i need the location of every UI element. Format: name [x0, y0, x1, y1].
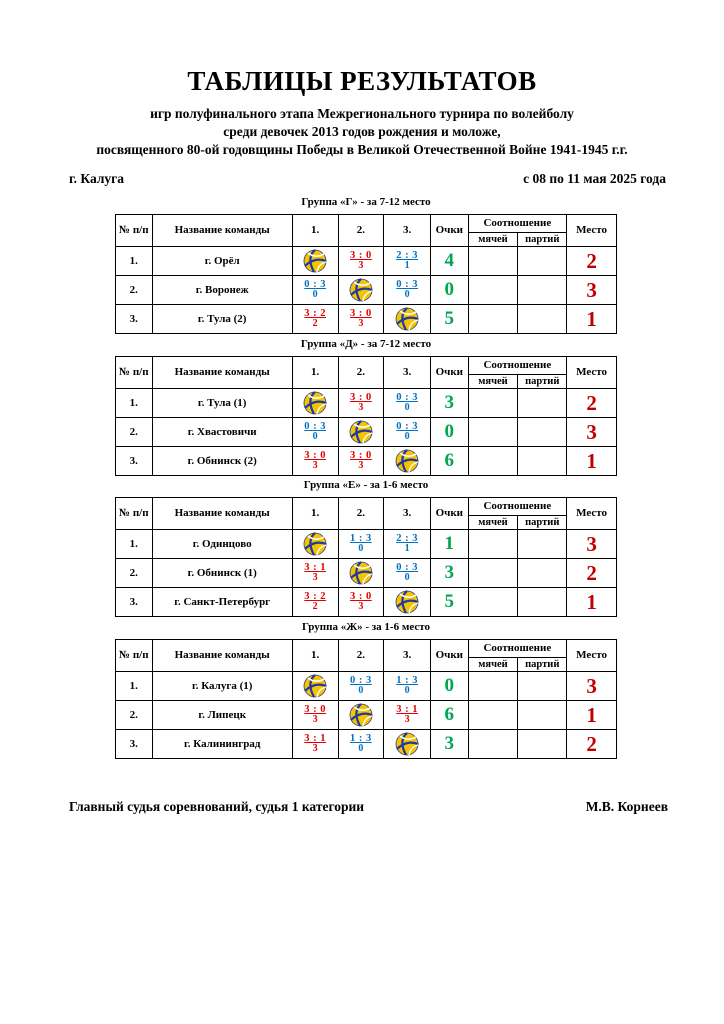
match-result [338, 588, 384, 617]
total-points [430, 701, 468, 730]
total-points [430, 588, 468, 617]
match-result [292, 447, 338, 476]
volleyball-icon [349, 278, 373, 302]
match-result [338, 447, 384, 476]
final-place [567, 276, 617, 305]
header-balls: мячей [468, 233, 518, 247]
table-row [116, 701, 617, 730]
match-points: 2 [312, 318, 318, 330]
final-place [567, 588, 617, 617]
header-num: № п/п [116, 640, 153, 672]
results-table [115, 639, 617, 759]
diagonal-cell [292, 530, 338, 559]
match-score [350, 675, 372, 697]
table-row [116, 730, 617, 759]
place-value: 1 [586, 448, 597, 473]
diagonal-cell [338, 276, 384, 305]
header-ratio: Соотношение [468, 640, 567, 658]
match-score [304, 704, 326, 726]
set-score: 3 : 0 [350, 392, 372, 404]
set-score: 0 : 3 [304, 421, 327, 433]
diagonal-cell [292, 389, 338, 418]
header-col-1: 1. [292, 357, 338, 389]
table-row [116, 305, 617, 334]
total-points [430, 559, 468, 588]
set-score: 0 : 3 [396, 421, 418, 433]
total-points [430, 276, 468, 305]
match-score [350, 591, 372, 613]
header-col-2: 2. [338, 215, 384, 247]
diagonal-cell [338, 559, 384, 588]
match-points: 3 [312, 714, 318, 726]
total-points [430, 530, 468, 559]
set-score: 2 : 3 [396, 533, 418, 545]
table-row [116, 418, 617, 447]
header-balls: мячей [468, 516, 518, 530]
balls-ratio [468, 276, 518, 305]
header-points: Очки [430, 357, 468, 389]
set-score: 0 : 3 [396, 562, 418, 574]
row-num: 3. [116, 588, 153, 617]
set-score: 1 : 3 [350, 733, 372, 745]
match-points: 3 [358, 260, 364, 272]
points-value: 3 [444, 392, 455, 413]
header-ratio: Соотношение [468, 357, 567, 375]
volleyball-icon [303, 391, 327, 415]
match-result [384, 701, 431, 730]
match-score [350, 733, 372, 755]
page-title: ТАБЛИЦЫ РЕЗУЛЬТАТОВ [187, 66, 537, 96]
group-title: Группа «Д» - за 7-12 место [300, 338, 432, 350]
points-value: 0 [444, 675, 455, 696]
match-points: 0 [404, 431, 410, 443]
sets-ratio [518, 447, 567, 476]
header-sets: партий [518, 233, 567, 247]
set-score: 3 : 0 [350, 250, 372, 262]
diagonal-cell [384, 588, 431, 617]
balls-ratio [468, 701, 518, 730]
match-points: 0 [358, 685, 364, 697]
volleyball-icon [395, 732, 419, 756]
set-score: 3 : 2 [304, 591, 327, 603]
team-name: г. Тула (1) [152, 389, 292, 418]
header-ratio: Соотношение [468, 215, 567, 233]
match-points: 3 [358, 318, 364, 330]
team-name: г. Калининград [152, 730, 292, 759]
place-value: 3 [586, 673, 597, 698]
header-place: Место [567, 215, 617, 247]
match-score [396, 533, 418, 555]
balls-ratio [468, 389, 518, 418]
header-sets: партий [518, 375, 567, 389]
team-name: г. Тула (2) [152, 305, 292, 334]
sets-ratio [518, 305, 567, 334]
diagonal-cell [384, 305, 431, 334]
volleyball-icon [395, 449, 419, 473]
place-value: 2 [586, 390, 597, 415]
match-result [384, 418, 431, 447]
header-place: Место [567, 357, 617, 389]
match-score [304, 591, 326, 613]
header-team: Название команды [152, 215, 292, 247]
match-result [384, 247, 431, 276]
final-place [567, 530, 617, 559]
final-place [567, 305, 617, 334]
balls-ratio [468, 730, 518, 759]
match-score [304, 450, 326, 472]
set-score: 0 : 3 [396, 279, 418, 291]
match-result [384, 276, 431, 305]
sets-ratio [518, 588, 567, 617]
final-place [567, 418, 617, 447]
total-points [430, 672, 468, 701]
row-num: 2. [116, 701, 153, 730]
row-num: 1. [116, 672, 153, 701]
table-row [116, 447, 617, 476]
points-value: 3 [444, 562, 455, 583]
match-result [338, 730, 384, 759]
team-name: г. Липецк [152, 701, 292, 730]
sets-ratio [518, 701, 567, 730]
match-points: 1 [404, 260, 410, 272]
place-value: 1 [586, 702, 597, 727]
table-row [116, 588, 617, 617]
set-score: 0 : 3 [396, 392, 418, 404]
diagonal-cell [338, 418, 384, 447]
match-result [338, 247, 384, 276]
match-result [292, 730, 338, 759]
header-num: № п/п [116, 215, 153, 247]
balls-ratio [468, 672, 518, 701]
final-place [567, 730, 617, 759]
table-row [116, 530, 617, 559]
points-value: 0 [444, 279, 455, 300]
header-points: Очки [430, 498, 468, 530]
row-num: 3. [116, 730, 153, 759]
match-score [396, 392, 418, 414]
match-result [292, 418, 338, 447]
results-table [115, 356, 617, 476]
match-score [304, 562, 326, 584]
balls-ratio [468, 530, 518, 559]
match-points: 3 [312, 460, 318, 472]
set-score: 0 : 3 [304, 279, 327, 291]
place-value: 3 [586, 277, 597, 302]
match-points: 0 [312, 289, 318, 301]
match-score [396, 562, 418, 584]
subtitle-line-2: среди девочек 2013 годов рождения и моложе, [223, 124, 501, 139]
team-name: г. Одинцово [152, 530, 292, 559]
row-num: 3. [116, 447, 153, 476]
set-score: 1 : 3 [396, 675, 418, 687]
header-sets: партий [518, 658, 567, 672]
header-num: № п/п [116, 498, 153, 530]
row-num: 2. [116, 559, 153, 588]
team-name: г. Калуга (1) [152, 672, 292, 701]
header-ratio: Соотношение [468, 498, 567, 516]
points-value: 6 [444, 704, 455, 725]
set-score: 3 : 0 [304, 450, 327, 462]
balls-ratio [468, 418, 518, 447]
volleyball-icon [395, 590, 419, 614]
dates: с 08 по 11 мая 2025 года [523, 171, 666, 186]
match-result [292, 276, 338, 305]
total-points [430, 447, 468, 476]
sets-ratio [518, 530, 567, 559]
balls-ratio [468, 588, 518, 617]
header-col-1: 1. [292, 498, 338, 530]
header-col-3: 3. [384, 215, 431, 247]
balls-ratio [468, 305, 518, 334]
match-points: 0 [404, 572, 410, 584]
place-value: 2 [586, 731, 597, 756]
match-result [292, 701, 338, 730]
match-score [350, 308, 372, 330]
footer-judge: Главный судья соревнований, судья 1 категории [69, 799, 365, 814]
team-name: г. Обнинск (2) [152, 447, 292, 476]
set-score: 3 : 0 [304, 704, 327, 716]
set-score: 3 : 0 [350, 591, 372, 603]
match-score [396, 279, 418, 301]
set-score: 3 : 1 [396, 704, 418, 716]
match-result [338, 389, 384, 418]
sets-ratio [518, 247, 567, 276]
match-result [292, 588, 338, 617]
match-result [384, 559, 431, 588]
match-result [338, 530, 384, 559]
header-points: Очки [430, 640, 468, 672]
set-score: 3 : 2 [304, 308, 327, 320]
final-place [567, 247, 617, 276]
total-points [430, 418, 468, 447]
header-col-3: 3. [384, 498, 431, 530]
header-team: Название команды [152, 357, 292, 389]
match-points: 3 [312, 572, 318, 584]
header-place: Место [567, 498, 617, 530]
match-score [350, 533, 372, 555]
volleyball-icon [349, 703, 373, 727]
match-score [304, 279, 326, 301]
place-value: 1 [586, 306, 597, 331]
team-name: г. Воронеж [152, 276, 292, 305]
team-name: г. Санкт-Петербург [152, 588, 292, 617]
header-team: Название команды [152, 498, 292, 530]
volleyball-icon [303, 674, 327, 698]
final-place [567, 447, 617, 476]
match-result [292, 305, 338, 334]
total-points [430, 247, 468, 276]
header-col-3: 3. [384, 357, 431, 389]
subtitle-line-3: посвященного 80-ой годовщины Победы в Великой Отечественной Войне 1941-1945 г.г. [96, 142, 628, 157]
volleyball-icon [395, 307, 419, 331]
sets-ratio [518, 672, 567, 701]
sets-ratio [518, 276, 567, 305]
match-score [304, 421, 326, 443]
match-score [396, 704, 418, 726]
header-team: Название команды [152, 640, 292, 672]
match-points: 1 [404, 543, 410, 555]
diagonal-cell [292, 672, 338, 701]
match-result [384, 672, 431, 701]
table-row [116, 559, 617, 588]
points-value: 5 [444, 308, 455, 329]
group-title: Группа «Г» - за 7-12 место [301, 196, 431, 208]
table-row [116, 389, 617, 418]
sets-ratio [518, 418, 567, 447]
match-points: 0 [358, 743, 364, 755]
group-title: Группа «Ж» - за 1-6 место [302, 621, 430, 633]
sets-ratio [518, 559, 567, 588]
header-place: Место [567, 640, 617, 672]
set-score: 3 : 1 [304, 733, 327, 745]
match-points: 3 [404, 714, 410, 726]
points-value: 6 [444, 450, 455, 471]
points-value: 5 [444, 591, 455, 612]
points-value: 4 [444, 250, 455, 271]
volleyball-icon [349, 561, 373, 585]
row-num: 2. [116, 418, 153, 447]
match-result [384, 530, 431, 559]
header-col-2: 2. [338, 357, 384, 389]
header-col-2: 2. [338, 498, 384, 530]
match-score [350, 392, 372, 414]
header-col-1: 1. [292, 215, 338, 247]
match-points: 0 [404, 685, 410, 697]
match-points: 2 [312, 601, 318, 613]
row-num: 2. [116, 276, 153, 305]
points-value: 3 [444, 733, 455, 754]
match-points: 0 [358, 543, 364, 555]
table-row [116, 672, 617, 701]
results-table [115, 214, 617, 334]
match-points: 0 [404, 289, 410, 301]
set-score: 0 : 3 [350, 675, 372, 687]
subtitle-line-1: игр полуфинального этапа Межрегионального турнира по волейболу [150, 106, 574, 121]
final-place [567, 672, 617, 701]
match-points: 3 [358, 601, 364, 613]
header-points: Очки [430, 215, 468, 247]
team-name: г. Орёл [152, 247, 292, 276]
match-result [338, 305, 384, 334]
match-points: 3 [358, 402, 364, 414]
diagonal-cell [384, 447, 431, 476]
header-col-3: 3. [384, 640, 431, 672]
team-name: г. Обнинск (1) [152, 559, 292, 588]
balls-ratio [468, 447, 518, 476]
place-value: 3 [586, 531, 597, 556]
header-balls: мячей [468, 375, 518, 389]
match-score [350, 450, 372, 472]
balls-ratio [468, 247, 518, 276]
final-place [567, 701, 617, 730]
points-value: 0 [444, 421, 455, 442]
place-value: 1 [586, 589, 597, 614]
header-col-2: 2. [338, 640, 384, 672]
match-score [350, 250, 372, 272]
header-sets: партий [518, 516, 567, 530]
set-score: 3 : 0 [350, 308, 372, 320]
table-row [116, 247, 617, 276]
row-num: 1. [116, 247, 153, 276]
place-value: 2 [586, 560, 597, 585]
set-score: 3 : 1 [304, 562, 327, 574]
set-score: 1 : 3 [350, 533, 372, 545]
total-points [430, 730, 468, 759]
team-name: г. Хвастовичи [152, 418, 292, 447]
match-score [304, 733, 326, 755]
match-points: 3 [312, 743, 318, 755]
sets-ratio [518, 730, 567, 759]
header-num: № п/п [116, 357, 153, 389]
match-score [396, 250, 418, 272]
volleyball-icon [349, 420, 373, 444]
match-score [396, 421, 418, 443]
match-result [384, 389, 431, 418]
row-num: 1. [116, 530, 153, 559]
match-score [396, 675, 418, 697]
set-score: 3 : 0 [350, 450, 372, 462]
diagonal-cell [384, 730, 431, 759]
match-points: 0 [312, 431, 318, 443]
header-balls: мячей [468, 658, 518, 672]
results-table [115, 497, 617, 617]
diagonal-cell [292, 247, 338, 276]
final-place [567, 559, 617, 588]
place-value: 3 [586, 419, 597, 444]
row-num: 3. [116, 305, 153, 334]
match-score [304, 308, 326, 330]
match-points: 0 [404, 402, 410, 414]
sets-ratio [518, 389, 567, 418]
set-score: 2 : 3 [396, 250, 418, 262]
volleyball-icon [303, 249, 327, 273]
balls-ratio [468, 559, 518, 588]
row-num: 1. [116, 389, 153, 418]
header-col-1: 1. [292, 640, 338, 672]
match-points: 3 [358, 460, 364, 472]
volleyball-icon [303, 532, 327, 556]
table-row [116, 276, 617, 305]
diagonal-cell [338, 701, 384, 730]
match-result [292, 559, 338, 588]
city: г. Калуга [69, 171, 125, 186]
points-value: 1 [444, 533, 455, 554]
group-title: Группа «Е» - за 1-6 место [303, 479, 429, 491]
match-result [338, 672, 384, 701]
footer-judge-name: М.В. Корнеев [585, 799, 668, 814]
total-points [430, 305, 468, 334]
final-place [567, 389, 617, 418]
total-points [430, 389, 468, 418]
place-value: 2 [586, 248, 597, 273]
